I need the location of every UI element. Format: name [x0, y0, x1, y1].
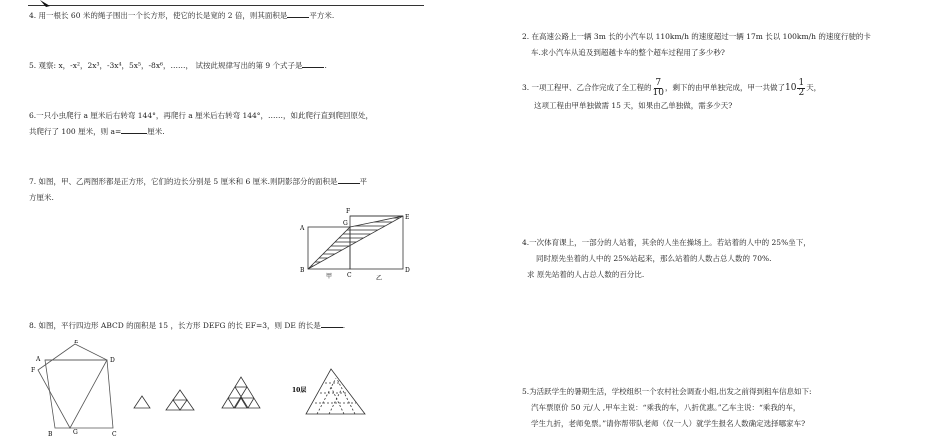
triangle-level-1: [134, 396, 150, 408]
question-text: 一次体育课上，一部分的人站着，其余的人坐在操场上。若站着的人中的 25%坐下，: [529, 238, 811, 247]
question-number: 3.: [522, 83, 530, 92]
question-number: 7.: [29, 177, 37, 186]
answer-blank[interactable]: [121, 125, 147, 134]
fraction-7-10: $\frac{7}{10}$: [652, 77, 664, 98]
question-text: 天，: [806, 83, 822, 92]
mixed-number-whole: 10: [785, 83, 797, 93]
triangle-level-10: [306, 369, 365, 414]
answer-blank[interactable]: [321, 319, 346, 330]
question-text: 共爬行了 100 厘米，则 a=: [29, 127, 122, 136]
svg-text:D: D: [405, 267, 410, 274]
svg-text:A: A: [36, 356, 41, 363]
question-text: 观察: x，-x²，2x³，-3x⁴，5x⁵，-8x⁶，……， 试按此规律写出的第 9 个式子是: [38, 61, 303, 70]
question-text: 如图，甲、乙两图形都是正方形，它们的边长分别是 5 厘米和 6 厘米.则阴影部分的面积是: [38, 177, 338, 186]
question-number: 4.: [29, 11, 37, 20]
question-text-tail: 平: [359, 177, 368, 186]
page-top-rule: [28, 5, 424, 6]
svg-text:C: C: [347, 272, 352, 279]
question-text: ，剩下的由甲单独完成，甲一共做了: [665, 83, 785, 92]
answer-blank[interactable]: [287, 9, 309, 18]
question-number: 5.: [522, 387, 530, 396]
question-text: 在高速公路上一辆 3m 长的小汽车以 110km/h 的速度超过一辆 17m 长以 100km/h 的速度行驶的卡: [531, 32, 871, 41]
question-number: 4.: [522, 238, 530, 247]
svg-text:乙: 乙: [376, 275, 383, 282]
triangle-level-2: [166, 390, 194, 410]
triangle-level-3: [222, 377, 260, 408]
svg-text:D: D: [110, 357, 115, 364]
question-right-4: [522, 235, 811, 283]
svg-text:G: G: [73, 429, 78, 436]
svg-text:B: B: [300, 267, 305, 274]
question-text: 一项工程甲、乙合作完成了全工程的: [531, 83, 652, 92]
question-number: 8.: [29, 321, 37, 330]
question-text: 车.求小汽车从追及到超越卡车的整个超车过程用了多少秒?: [531, 48, 725, 57]
question-text: 同时原先坐着的人中的 25%站起来，那么站着的人数占总人数的 70%.: [536, 254, 772, 263]
fraction-1-2: $\frac{1}{2}$: [798, 77, 805, 98]
question-right-2: [522, 29, 871, 61]
question-text: 为活跃学生的暑期生活，学校组织一个农村社会调查小组,出发之前得到租车信息如下:: [529, 387, 812, 396]
question-left-6: [29, 108, 373, 140]
question-right-5: [522, 384, 812, 432]
question-text: 这项工程由甲单独做需 15 天，如果由乙单独做，需多少天?: [534, 101, 733, 110]
question-left-7: [29, 174, 367, 206]
figure-parallelogram-rectangle: [30, 340, 120, 436]
question-text-tail: 平方米.: [309, 11, 335, 20]
svg-text:E: E: [405, 214, 410, 221]
svg-text:B: B: [48, 431, 53, 436]
svg-text:F: F: [31, 367, 36, 374]
svg-text:甲: 甲: [326, 273, 333, 280]
figure-triangle-pattern: [126, 365, 426, 430]
question-number: 5.: [29, 61, 37, 70]
svg-text:E: E: [74, 340, 79, 345]
question-text: 学生九折，老师免票。”请你帮带队老师（仅一人）就学生报名人数确定选择哪家车?: [531, 419, 806, 428]
figure-two-squares: [296, 208, 426, 283]
svg-text:G: G: [343, 220, 348, 227]
question-number: 6.: [29, 111, 37, 120]
question-text: 方厘米.: [29, 193, 54, 202]
question-text-tail: 厘米.: [147, 127, 165, 136]
answer-blank[interactable]: [302, 59, 327, 70]
question-left-8: [29, 319, 345, 332]
svg-text:C: C: [112, 431, 117, 436]
answer-blank[interactable]: [338, 175, 360, 184]
question-text-tail: .: [324, 61, 327, 70]
question-left-4: [29, 9, 334, 22]
svg-text:A: A: [300, 225, 305, 232]
svg-text:F: F: [346, 208, 351, 215]
question-text: 如图，平行四边形 ABCD 的面积是 15 ，长方形 DEFG 的长 EF=3，则 DE 的长是: [38, 321, 321, 330]
question-number: 2.: [522, 32, 530, 41]
question-text: 用一根长 60 米的绳子围出一个长方形，使它的长是宽的 2 倍，则其面积是: [38, 11, 288, 20]
question-right-3: [522, 76, 821, 112]
question-text: 汽车票原价 50 元/人 ,甲车主说：“乘我的车，八折优惠。”乙车主说：“乘我的车，: [531, 403, 801, 412]
question-left-5: [29, 59, 327, 72]
question-text-tail: .: [342, 321, 346, 330]
pattern-label: 10层: [292, 387, 307, 394]
question-text: 一只小虫爬行 a 厘米后右转弯 144°，再爬行 a 厘米后右转弯 144°，……，如此爬行直到爬回原处，: [36, 111, 374, 120]
question-text: 求 原先站着的人占总人数的百分比.: [527, 270, 645, 279]
